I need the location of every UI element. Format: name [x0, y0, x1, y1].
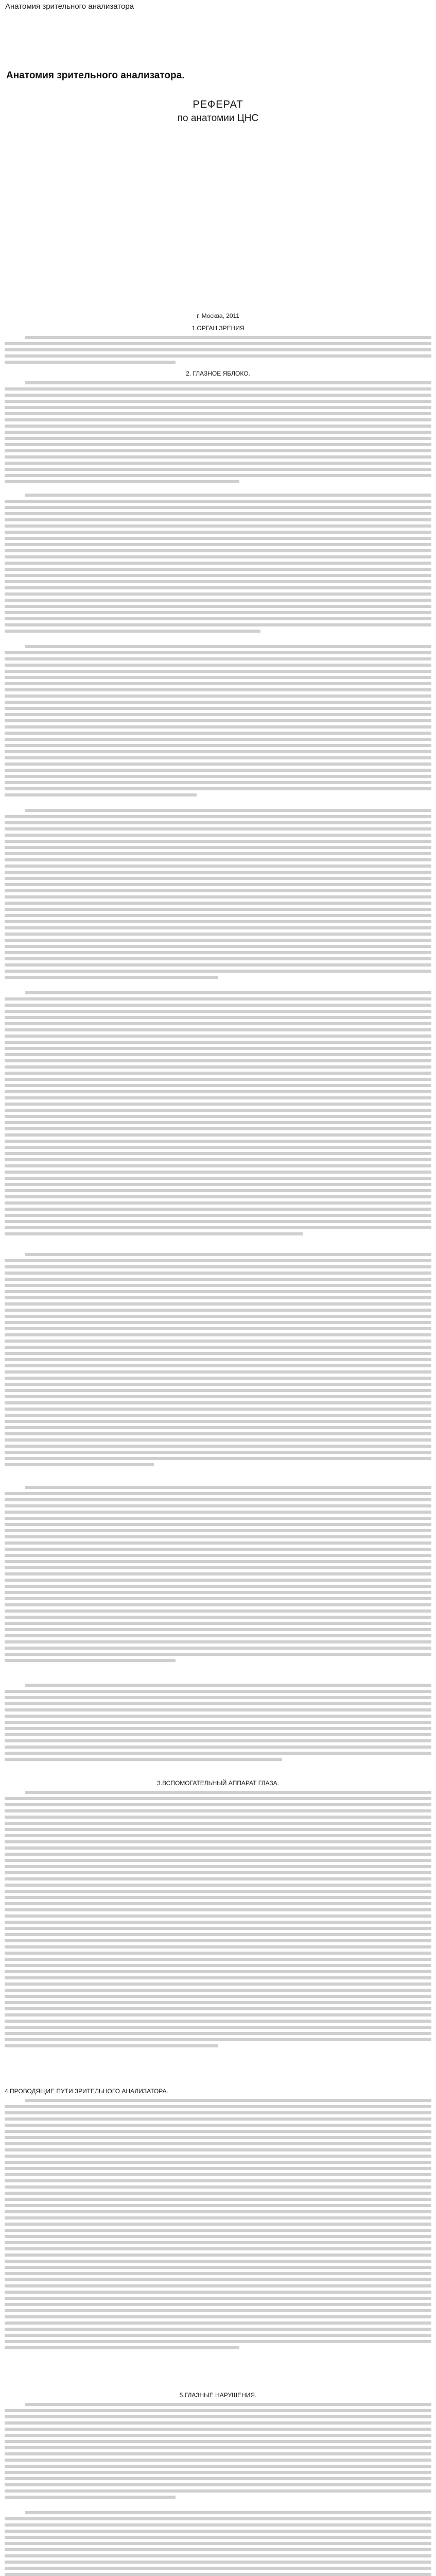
section-title-eyeball: 2. ГЛАЗНОЕ ЯБЛОКО. [186, 370, 250, 377]
paragraph-eyeball [5, 1684, 431, 1764]
document-heading: Анатомия зрительного анализатора. [6, 70, 185, 81]
paragraph-eyeball [5, 381, 431, 486]
section-title-pathways: 4.ПРОВОДЯЩИЕ ПУТИ ЗРИТЕЛЬНОГО АНАЛИЗАТОРА. [5, 2088, 168, 2095]
paragraph-eyeball [5, 809, 431, 982]
section-title-organ: 1.ОРГАН ЗРЕНИЯ [191, 325, 245, 332]
paragraph-auxiliary [5, 1791, 431, 2050]
paragraph-organ [5, 336, 431, 367]
paragraph-pathways [5, 2099, 431, 2352]
report-subject: по анатомии ЦНС [177, 113, 259, 124]
paragraph-eyeball [5, 1486, 431, 1665]
report-word: РЕФЕРАТ [193, 99, 243, 110]
paragraph-eyeball [5, 494, 431, 636]
paragraph-eyeball [5, 1253, 431, 1469]
section-title-auxiliary: 3.ВСПОМОГАТЕЛЬНЫЙ АППАРАТ ГЛАЗА. [157, 1780, 279, 1787]
paragraph-disorders [5, 2511, 431, 2576]
paragraph-eyeball [5, 645, 431, 800]
city-year: г. Москва, 2011 [196, 312, 240, 319]
report-title-block [0, 99, 436, 124]
paragraph-disorders [5, 2403, 431, 2502]
paragraph-eyeball [5, 991, 431, 1239]
section-title-disorders: 5.ГЛАЗНЫЕ НАРУШЕНИЯ. [179, 2392, 257, 2399]
site-title: Анатомия зрительного анализатора [5, 2, 134, 11]
